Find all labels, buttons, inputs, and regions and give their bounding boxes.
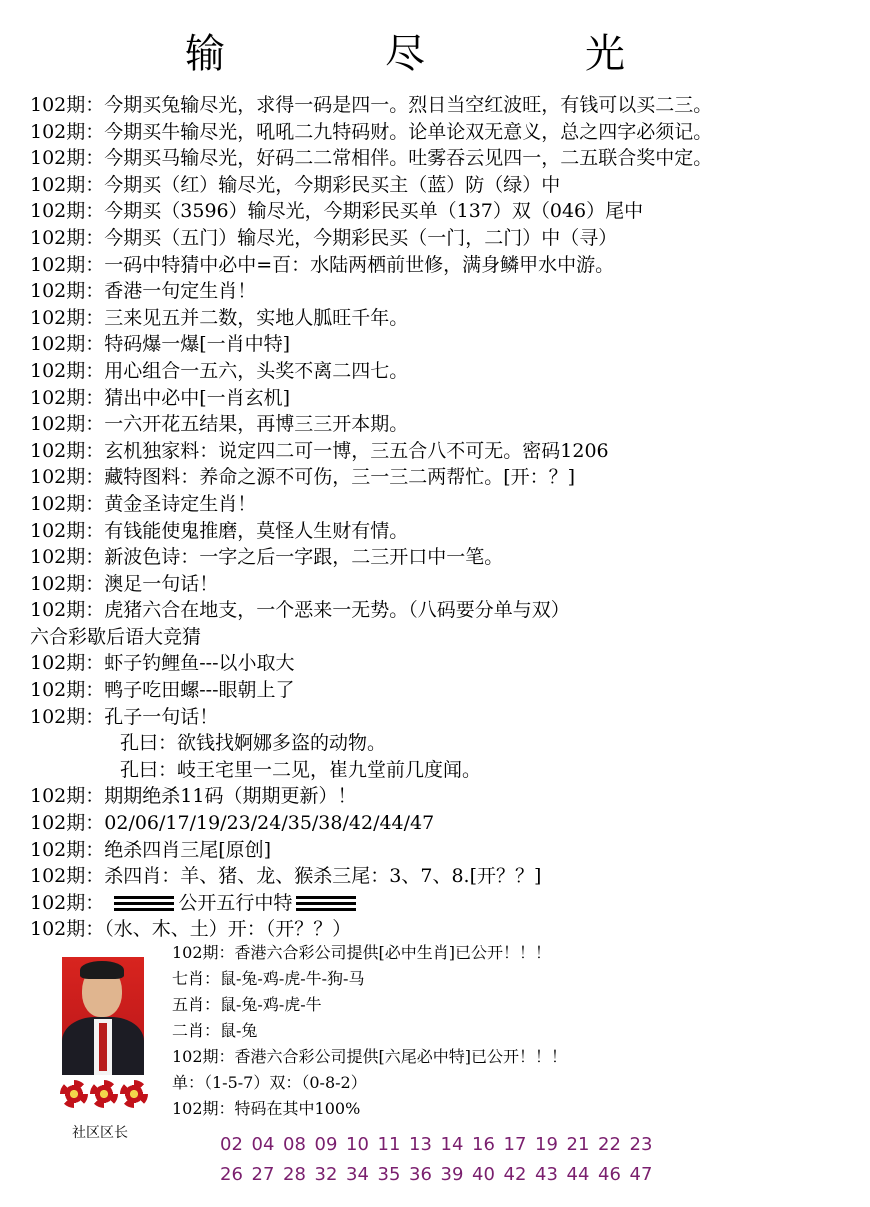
number: 13 — [409, 1134, 432, 1155]
line-16: 102期：黄金圣诗定生肖！ — [30, 492, 257, 515]
line-9: 102期：三来见五并二数，实地人胍旺千年。 — [30, 306, 409, 329]
line-17: 102期：有钱能使鬼推磨，莫怪人生财有情。 — [30, 519, 409, 542]
number: 39 — [440, 1164, 464, 1185]
number: 34 — [346, 1164, 369, 1185]
line-25: 孔曰：欲钱找婀娜多盗的动物。 — [120, 732, 387, 755]
line-15: 102期：藏特图料：养命之源不可伤，三一三二两帮忙。[开：？] — [30, 466, 576, 489]
number: 08 — [283, 1134, 306, 1155]
star-emblem-icon — [120, 1080, 148, 1108]
number: 19 — [535, 1134, 558, 1155]
info-row: 102期：香港六合彩公司提供[必中生肖]已公开！！！ — [172, 943, 552, 962]
number: 47 — [629, 1164, 653, 1185]
line-30: 102期：杀四肖：羊、猪、龙、猴杀三尾：3、7、8.[开？？] — [30, 865, 542, 888]
info-row: 二肖：鼠-兔 — [172, 1021, 258, 1040]
line-2: 102期：今期买牛输尽光，吼吼二九特码财。论单论双无意义，总之四字必须记。 — [30, 120, 713, 143]
five-elements-prefix: 102期： — [30, 891, 105, 914]
five-elements-answer: 102期：（水、木、土）开：（开？？） — [30, 918, 352, 941]
number: 02 — [220, 1134, 243, 1155]
star-emblem-icon — [90, 1080, 118, 1108]
line-3: 102期：今期买马输尽光，好码二二常相伴。吐雾吞云见四一，二五联合奖中定。 — [30, 147, 713, 170]
number: 09 — [314, 1134, 338, 1155]
number: 22 — [598, 1134, 621, 1155]
line-5: 102期：今期买（3596）输尽光，今期彩民买单（137）双（046）尾中 — [30, 200, 644, 223]
number: 16 — [472, 1134, 495, 1155]
five-elements-label: 公开五行中特 — [178, 891, 293, 914]
line-26: 孔曰：岐王宅里一二见，崔九堂前几度闻。 — [120, 758, 482, 781]
prediction-lines — [30, 92, 860, 943]
number: 26 — [220, 1164, 243, 1185]
number: 21 — [566, 1134, 590, 1155]
number: 10 — [346, 1134, 369, 1155]
triple-bar-icon — [296, 896, 356, 911]
info-row: 单：（1-5-7）双：（0-8-2） — [172, 1073, 367, 1092]
page-title: 输 尽 光 — [185, 31, 685, 77]
portrait-photo — [62, 957, 144, 1075]
triple-bar-icon — [114, 896, 174, 911]
info-row: 102期：香港六合彩公司提供[六尾必中特]已公开！！！ — [172, 1047, 568, 1066]
line-22: 102期：虾子钓鲤鱼---以小取大 — [30, 652, 295, 675]
number: 32 — [314, 1164, 338, 1185]
number: 35 — [377, 1164, 401, 1185]
line-19: 102期：澳足一句话！ — [30, 572, 219, 595]
number: 42 — [503, 1164, 527, 1185]
section-heading: 六合彩歇后语大竞猜 — [30, 625, 202, 648]
number: 14 — [440, 1134, 464, 1155]
line-20: 102期：虎猪六合在地支，一个恶来一无势。（八码要分单与双） — [30, 599, 570, 622]
number: 28 — [283, 1164, 306, 1185]
line-18: 102期：新波色诗：一字之后一字跟，二三开口中一笔。 — [30, 546, 504, 569]
photo-caption: 社区区长 — [72, 1125, 128, 1141]
line-28: 102期：02/06/17/19/23/24/35/38/42/44/47 — [30, 812, 435, 835]
line-24: 102期：孔子一句话！ — [30, 705, 219, 728]
star-emblem-icon — [60, 1080, 88, 1108]
line-11: 102期：用心组合一五六，头奖不离二四七。 — [30, 359, 409, 382]
number: 04 — [251, 1134, 275, 1155]
number: 46 — [598, 1164, 621, 1185]
five-elements-line — [30, 890, 860, 917]
bottom-section — [0, 940, 870, 1200]
info-row: 七肖：鼠-兔-鸡-虎-牛-狗-马 — [172, 969, 365, 988]
line-27: 102期：期期绝杀11码（期期更新）！ — [30, 785, 357, 808]
number: 11 — [377, 1134, 401, 1155]
emblems — [60, 1080, 156, 1120]
line-6: 102期：今期买（五门）输尽光，今期彩民买（一门，二门）中（寻） — [30, 226, 618, 249]
line-4: 102期：今期买（红）输尽光，今期彩民买主（蓝）防（绿）中 — [30, 173, 561, 196]
line-12: 102期：猜出中必中[一肖玄机] — [30, 386, 291, 409]
number-grid — [220, 1130, 670, 1190]
number-row-2 — [220, 1160, 670, 1190]
line-8: 102期：香港一句定生肖！ — [30, 280, 257, 303]
info-row: 102期：特码在其中100% — [172, 1099, 361, 1118]
number: 40 — [472, 1164, 495, 1185]
info-row: 五肖：鼠-兔-鸡-虎-牛 — [172, 995, 322, 1014]
number: 44 — [566, 1164, 590, 1185]
number: 43 — [535, 1164, 558, 1185]
info-block — [172, 940, 862, 1122]
line-14: 102期：玄机独家料：说定四二可一博，三五合八不可无。密码1206 — [30, 439, 609, 462]
line-29: 102期：绝杀四肖三尾[原创] — [30, 838, 272, 861]
number: 27 — [251, 1164, 275, 1185]
line-10: 102期：特码爆一爆[一肖中特] — [30, 333, 291, 356]
number: 36 — [409, 1164, 432, 1185]
number: 23 — [629, 1134, 653, 1155]
number: 17 — [503, 1134, 527, 1155]
line-1: 102期：今期买兔输尽光，求得一码是四一。烈日当空红波旺，有钱可以买二三。 — [30, 94, 713, 116]
line-23: 102期：鸭子吃田螺---眼朝上了 — [30, 679, 295, 702]
line-7: 102期：一码中特猜中必中=百：水陆两栖前世修，满身鳞甲水中游。 — [30, 253, 615, 276]
number-row-1 — [220, 1130, 670, 1160]
line-13: 102期：一六开花五结果，再博三三开本期。 — [30, 413, 409, 436]
